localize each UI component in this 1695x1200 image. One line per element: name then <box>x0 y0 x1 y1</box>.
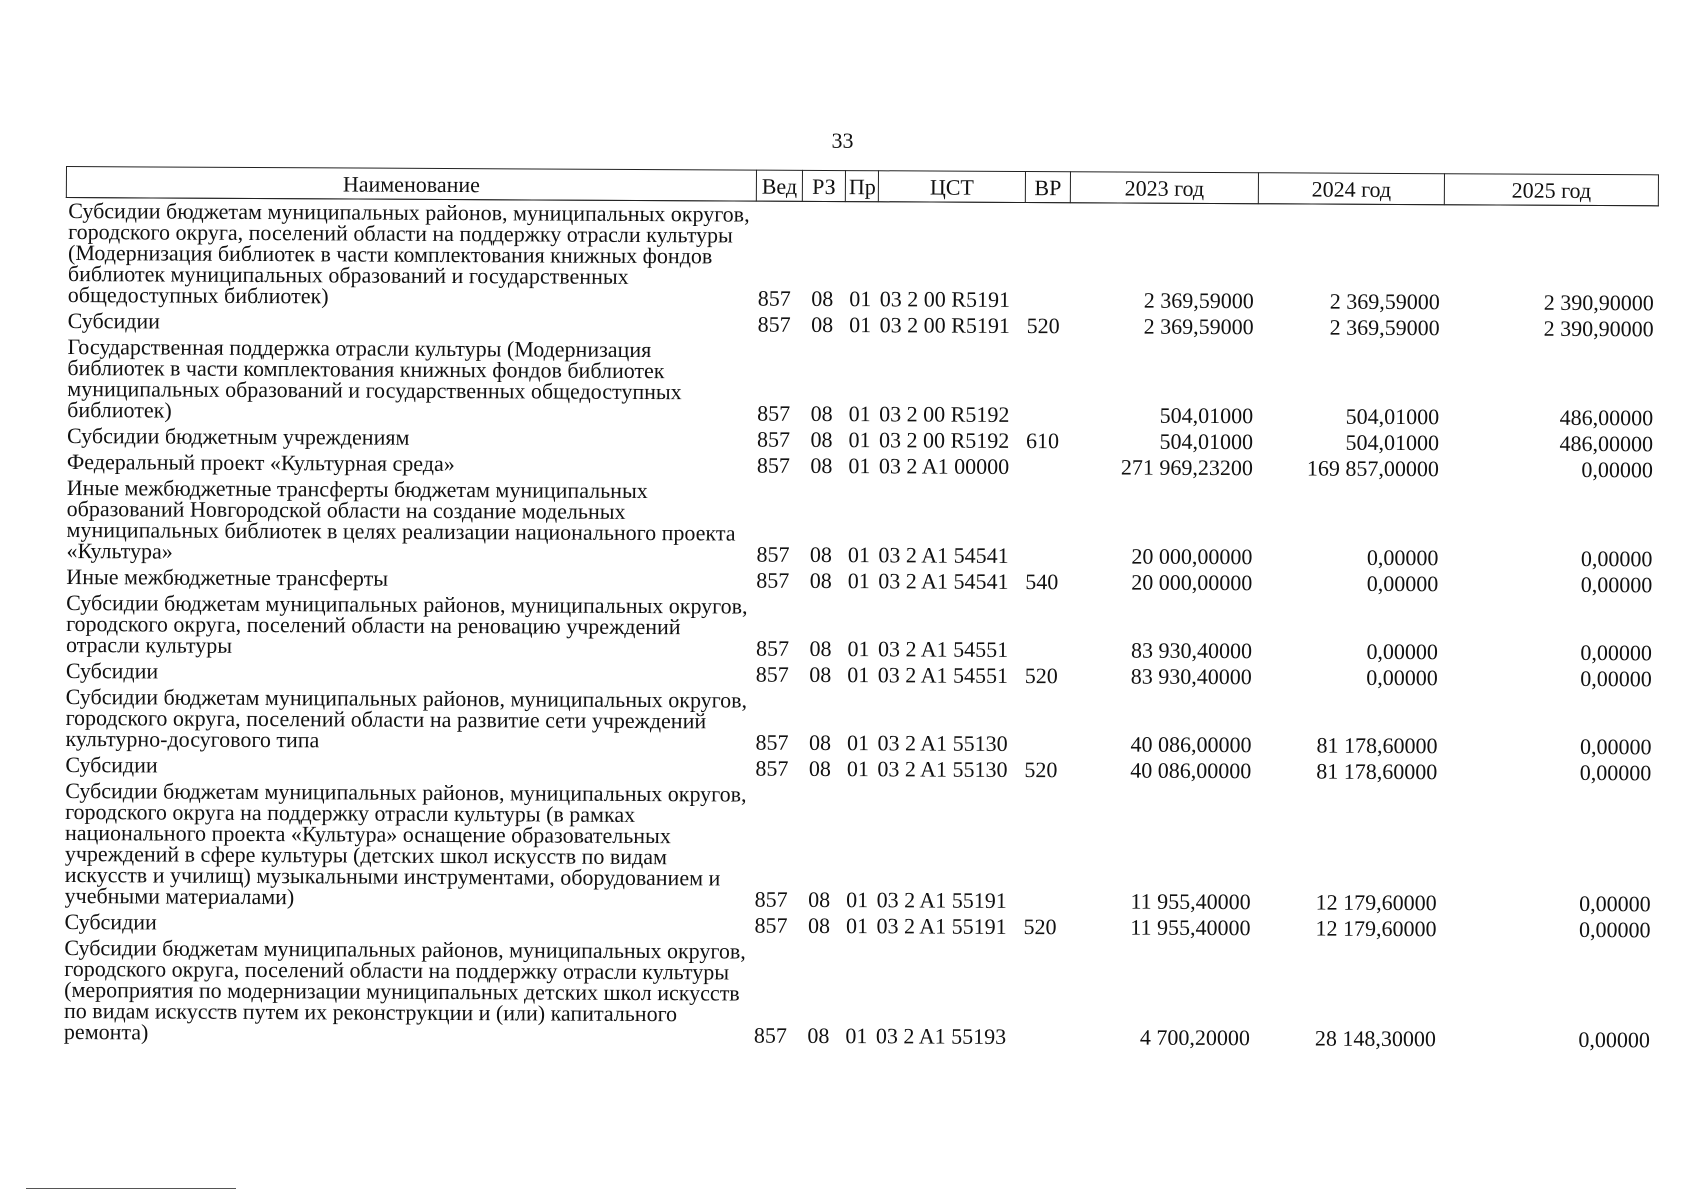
row-ved: 857 <box>753 1022 788 1048</box>
row-amount-2023: 4 700,20000 <box>1139 1024 1251 1051</box>
row-ved: 857 <box>755 635 790 661</box>
row-cst: 03 2 00 R5191 <box>879 312 1010 338</box>
row-pr: 01 <box>845 913 869 939</box>
row-amount-2023: 2 369,59000 <box>1143 287 1254 314</box>
row-cst: 03 2 00 R5192 <box>879 427 1010 453</box>
row-amount-2024: 81 178,60000 <box>1316 732 1438 759</box>
row-name: Субсидии <box>64 909 157 935</box>
row-pr: 01 <box>847 542 871 568</box>
row-amount-2025: 0,00000 <box>1580 639 1653 666</box>
row-pr: 01 <box>847 568 870 594</box>
table-row <box>64 590 1656 666</box>
row-vr <box>1024 339 1069 428</box>
row-name: Федеральный проект «Культурная среда» <box>66 449 455 477</box>
footnote-separator <box>26 1188 236 1189</box>
row-name: Субсидии бюджетам муниципальных районов, муниципальных округов, городского округа, поселений области на поддержку отрасли культуры (мероприятия по модернизации муниципальных детских школ искусств по видам искусств путем их реконструкции и (или) капитального ремонта) <box>63 935 746 1045</box>
row-pr: 01 <box>848 427 871 453</box>
row-ved: 857 <box>755 661 789 687</box>
row-pr: 01 <box>846 756 869 782</box>
row-ved: 857 <box>757 400 791 426</box>
row-pr: 01 <box>849 312 872 338</box>
row-cst: 03 2 A1 54541 <box>878 568 1009 594</box>
row-amount-2023: 20 000,00000 <box>1131 543 1253 570</box>
row-name: Субсидии бюджетам муниципальных районов, муниципальных округов, городского округа, поселений области на поддержку отрасли культуры (Модернизация библиотек в части комплектования книжных фондов библиотек муниципальных образований и государственных общедоступных библиотек) <box>67 198 750 309</box>
header-rz: РЗ <box>802 170 845 201</box>
row-amount-2025: 0,00000 <box>1580 665 1652 692</box>
header-vr: ВР <box>1025 172 1070 203</box>
row-amount-2023: 83 930,40000 <box>1130 663 1252 690</box>
header-2023: 2023 год <box>1070 172 1258 204</box>
row-amount-2025: 0,00000 <box>1579 733 1652 760</box>
row-amount-2025: 0,00000 <box>1580 571 1653 598</box>
row-rz: 08 <box>811 285 834 312</box>
row-amount-2023: 40 086,00000 <box>1130 757 1252 784</box>
row-ved: 857 <box>756 452 791 478</box>
row-rz: 08 <box>810 400 833 427</box>
row-amount-2023: 83 930,40000 <box>1130 637 1253 664</box>
row-ved: 857 <box>757 285 791 311</box>
row-vr <box>1022 783 1068 914</box>
row-pr: 01 <box>848 453 871 479</box>
row-ved: 857 <box>757 311 791 337</box>
row-vr: 540 <box>1025 569 1059 595</box>
table-row <box>66 198 1659 317</box>
row-name: Иные межбюджетные трансферты <box>66 564 389 591</box>
row-rz: 08 <box>809 661 832 688</box>
header-2025: 2025 год <box>1444 174 1658 206</box>
row-amount-2024: 12 179,60000 <box>1315 915 1437 942</box>
row-vr <box>1023 480 1068 569</box>
row-amount-2024: 0,00000 <box>1366 544 1439 571</box>
row-vr: 520 <box>1024 663 1058 689</box>
table-body <box>62 198 1658 1054</box>
header-pr: Пр <box>845 171 878 202</box>
row-name: Иные межбюджетные трансферты бюджетам муниципальных образований Новгородской области на создание модельных муниципальных библиотек в целях реализации национального проекта «Культура» <box>66 475 736 564</box>
row-cst: 03 2 A1 55130 <box>877 756 1008 782</box>
row-vr <box>1024 454 1069 480</box>
row-ved: 857 <box>755 755 789 781</box>
row-cst: 03 2 A1 54551 <box>877 636 1009 662</box>
row-rz: 08 <box>808 755 831 782</box>
row-rz: 08 <box>808 729 832 756</box>
row-vr <box>1023 595 1068 663</box>
row-vr: 520 <box>1024 757 1058 783</box>
row-cst: 03 2 A1 54551 <box>877 662 1009 688</box>
row-cst: 03 2 A1 55191 <box>876 887 1007 913</box>
row-name: Субсидии <box>65 752 158 778</box>
row-vr: 520 <box>1023 914 1057 940</box>
row-rz: 08 <box>809 567 832 594</box>
row-amount-2025: 0,00000 <box>1579 890 1651 917</box>
row-amount-2023: 20 000,00000 <box>1131 569 1253 596</box>
row-amount-2025: 0,00000 <box>1581 456 1653 483</box>
row-vr <box>1021 940 1067 1050</box>
row-amount-2023: 40 086,00000 <box>1130 731 1252 758</box>
row-vr: 520 <box>1026 313 1060 339</box>
row-rz: 08 <box>807 1022 830 1049</box>
row-name: Субсидии бюджетам муниципальных районов, муниципальных округов, городского округа, поселений области на реновацию учреждений отрасли культуры <box>65 590 748 658</box>
row-amount-2023: 11 955,40000 <box>1130 914 1251 941</box>
row-name: Государственная поддержка отрасли культуры (Модернизация библиотек в части комплектования книжных фондов библиотек муниципальных образований и государственных общедоступных библиотек) <box>67 334 682 423</box>
row-amount-2024: 12 179,60000 <box>1315 889 1437 916</box>
row-pr: 01 <box>846 730 870 756</box>
row-ved: 857 <box>756 567 790 593</box>
row-ved: 857 <box>755 729 789 755</box>
row-pr: 01 <box>846 887 869 913</box>
row-pr: 01 <box>849 286 872 312</box>
table-row <box>63 684 1655 760</box>
row-pr: 01 <box>845 1023 868 1049</box>
row-rz: 08 <box>808 886 831 913</box>
row-rz: 08 <box>809 541 833 568</box>
row-vr: 610 <box>1026 428 1060 454</box>
row-pr: 01 <box>847 662 870 688</box>
row-amount-2025: 2 390,90000 <box>1543 289 1654 316</box>
row-ved: 857 <box>756 541 790 567</box>
row-amount-2024: 28 148,30000 <box>1314 1025 1437 1052</box>
row-vr <box>1022 689 1067 757</box>
page-number: 33 <box>831 128 854 153</box>
row-amount-2025: 0,00000 <box>1578 916 1651 943</box>
row-rz: 08 <box>807 912 831 939</box>
row-name: Субсидии бюджетам муниципальных районов, муниципальных округов, городского округа на поддержку отрасли культуры (в рамках национального проекта «Культура» оснащение образовательных учреждений в сфере культуры (детских школ искусств по видам искусств и училищ) музыкальными инструментами, оборудованием и учебными материалами) <box>64 778 747 910</box>
row-amount-2024: 81 178,60000 <box>1316 758 1438 785</box>
row-amount-2025: 486,00000 <box>1559 430 1654 457</box>
budget-table <box>61 166 1659 1053</box>
row-ved: 857 <box>754 886 788 912</box>
row-rz: 08 <box>811 311 834 338</box>
row-amount-2024: 0,00000 <box>1366 570 1439 597</box>
row-amount-2025: 0,00000 <box>1578 1026 1651 1053</box>
row-rz: 08 <box>810 452 833 479</box>
row-cst: 03 2 00 R5191 <box>879 286 1011 312</box>
row-amount-2023: 271 969,23200 <box>1120 454 1254 481</box>
row-amount-2023: 504,01000 <box>1159 402 1254 429</box>
row-cst: 03 2 00 R5192 <box>879 401 1010 427</box>
row-vr <box>1025 203 1071 314</box>
row-cst: 03 2 A1 54541 <box>878 542 1009 568</box>
row-ved: 857 <box>754 912 788 938</box>
row-amount-2023: 504,01000 <box>1159 428 1254 455</box>
header-ved: Вед <box>756 170 802 201</box>
row-cst: 03 2 A1 55130 <box>877 730 1008 756</box>
row-amount-2025: 0,00000 <box>1580 545 1653 572</box>
budget-table-area <box>63 166 1658 1053</box>
row-amount-2024: 0,00000 <box>1366 664 1438 691</box>
row-rz: 08 <box>810 426 833 453</box>
header-2024: 2024 год <box>1258 173 1444 205</box>
table-row <box>63 778 1656 917</box>
row-amount-2024: 504,01000 <box>1345 403 1440 430</box>
row-amount-2025: 2 390,90000 <box>1543 315 1654 342</box>
row-amount-2025: 0,00000 <box>1579 759 1652 786</box>
row-rz: 08 <box>809 635 832 662</box>
row-name: Субсидии <box>65 658 159 684</box>
header-cst: ЦСТ <box>878 171 1025 203</box>
row-amount-2024: 504,01000 <box>1345 429 1440 456</box>
row-cst: 03 2 A1 55191 <box>876 913 1007 939</box>
row-amount-2024: 2 369,59000 <box>1329 288 1440 315</box>
table-row <box>65 334 1657 431</box>
row-amount-2023: 11 955,40000 <box>1130 888 1251 915</box>
table-row <box>64 475 1656 572</box>
row-cst: 03 2 A1 55193 <box>875 1023 1007 1049</box>
row-ved: 857 <box>757 426 791 452</box>
row-pr: 01 <box>848 401 871 427</box>
row-name: Субсидии бюджетным учреждениям <box>67 423 410 450</box>
row-amount-2024: 0,00000 <box>1366 638 1439 665</box>
row-name: Субсидии бюджетам муниципальных районов, муниципальных округов, городского округа, поселений области на развитие сети учреждений культурно-досугового типа <box>65 684 748 753</box>
row-amount-2024: 2 369,59000 <box>1329 314 1440 341</box>
row-amount-2023: 2 369,59000 <box>1143 313 1254 340</box>
row-pr: 01 <box>847 636 870 662</box>
header-name: Наименование <box>66 167 756 202</box>
row-name: Субсидии <box>67 308 161 334</box>
row-cst: 03 2 A1 00000 <box>878 453 1010 479</box>
table-row <box>62 935 1655 1053</box>
row-amount-2025: 486,00000 <box>1559 404 1654 431</box>
row-amount-2024: 169 857,00000 <box>1306 455 1439 482</box>
